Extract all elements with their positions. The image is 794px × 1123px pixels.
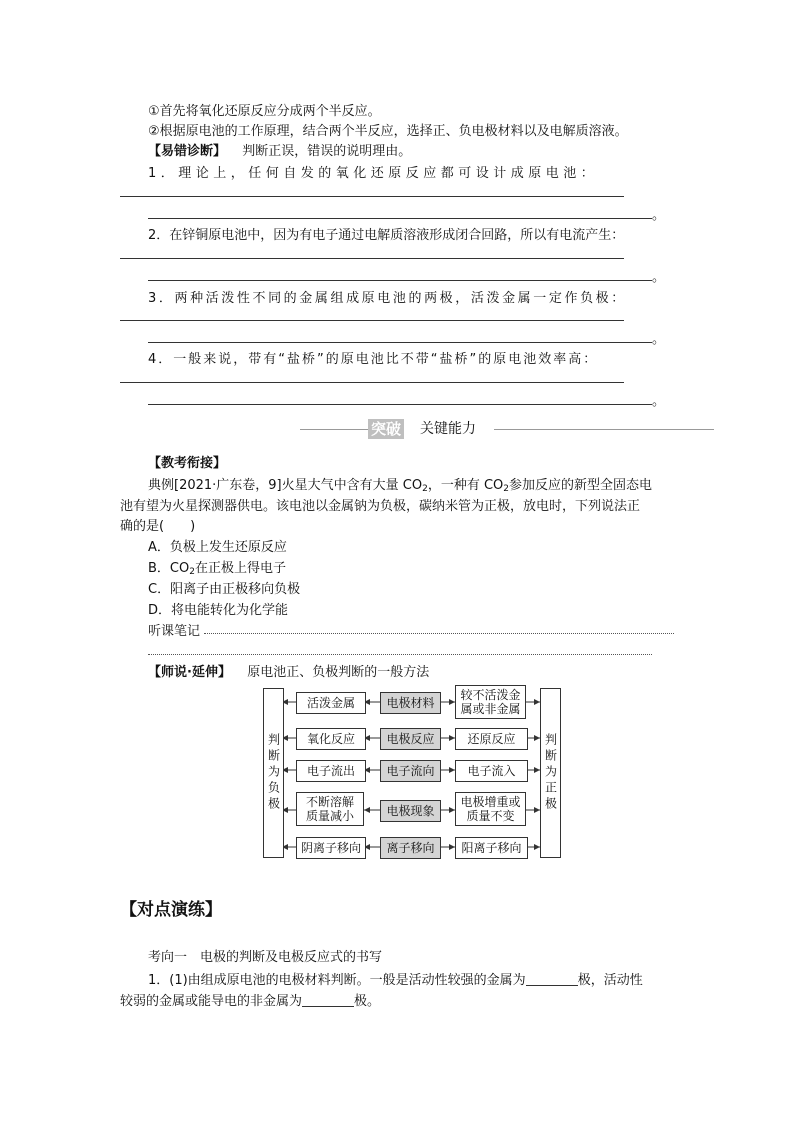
diagnosis-instruction: 判断正误，错误的说明理由。	[242, 144, 412, 159]
row2-right: 还原反应	[455, 728, 528, 750]
diagnosis-item-3: 3．两种活泼性不同的金属组成原电池的两极，活泼金属一定作负极：	[148, 291, 627, 306]
option-c[interactable]: C．阳离子由正极移向负极	[148, 582, 301, 597]
positive-judgement: 判断为正极	[540, 688, 561, 858]
row5-mid: 离子移向	[380, 837, 441, 859]
row1-mid: 电极材料	[380, 692, 441, 714]
row3-right: 电子流入	[455, 760, 528, 782]
row5-right: 阳离子移向	[455, 837, 528, 859]
option-b[interactable]: B．$CO_2$在正极上得电子	[148, 561, 286, 577]
negative-judgement: 判断为负极	[263, 688, 284, 858]
option-a[interactable]: A．负极上发生还原反应	[148, 540, 287, 555]
row5-left: 阴离子移向	[296, 837, 366, 859]
intro-step-1: ①首先将氧化还原反应分成两个半反应。	[148, 104, 381, 119]
banner-tag: 突破	[368, 419, 404, 439]
diagnosis-tag: 【易错诊断】	[148, 144, 227, 159]
row2-mid: 电极反应	[380, 728, 441, 750]
question-1-line-2: 较弱的金属或能导电的非金属为 极。	[120, 994, 381, 1009]
exam-link-tag: 【教考衔接】	[148, 456, 227, 471]
end-mark: 。	[652, 270, 666, 285]
row3-mid: 电子流向	[380, 760, 441, 782]
end-mark: 。	[652, 332, 666, 347]
banner-title: 关键能力	[420, 421, 476, 437]
question-1-line-1: 1．(1)由组成原电池的电极材料判断。一般是活动性较强的金属为 极，活动性	[148, 973, 643, 988]
row4-right: 电极增重或质量不变	[455, 792, 526, 826]
example-line-2: 池有望为火星探测器供电。该电池以金属钠为负极，碳纳米管为正极，放电时，下列说法正	[120, 499, 641, 514]
row4-mid: 电极现象	[380, 800, 441, 822]
notes-label: 听课笔记	[148, 624, 201, 639]
row3-left: 电子流出	[296, 760, 366, 782]
practice-heading: 【对点演练】	[120, 900, 222, 920]
diagnosis-item-4: 4．一般来说，带有“盐桥”的原电池比不带“盐桥”的原电池效率高：	[148, 352, 599, 367]
extension-title: 原电池正、负极判断的一般方法	[247, 665, 430, 680]
row1-left: 活泼金属	[296, 692, 366, 714]
practice-direction: 考向一 电极的判断及电极反应式的书写	[148, 950, 383, 965]
intro-step-2: ②根据原电池的工作原理，结合两个半反应，选择正、负电极材料以及电解质溶液。	[148, 124, 628, 139]
example-line-3: 确的是( )	[120, 519, 196, 534]
option-d[interactable]: D．将电能转化为化学能	[148, 603, 289, 618]
row4-left: 不断溶解质量减小	[296, 792, 364, 826]
answer-blank[interactable]	[526, 973, 578, 986]
end-mark: 。	[652, 394, 666, 409]
example-line-1: 典例[2021·广东卷，9]火星大气中含有大量 $CO_2$，一种有 $CO_2$参加反应的新型全固态电	[148, 478, 653, 494]
end-mark: 。	[652, 208, 666, 223]
answer-blank[interactable]	[302, 994, 354, 1007]
row1-right: 较不活泼金属或非金属	[455, 685, 526, 719]
diagnosis-item-1: 1．理论上，任何自发的氧化还原反应都可设计成原电池：	[148, 166, 599, 181]
diagnosis-item-2: 2．在锌铜原电池中，因为有电子通过电解质溶液形成闭合回路，所以有电流产生：	[148, 228, 625, 243]
extension-tag: 【师说·延伸】	[148, 665, 231, 680]
row2-left: 氧化反应	[296, 728, 366, 750]
